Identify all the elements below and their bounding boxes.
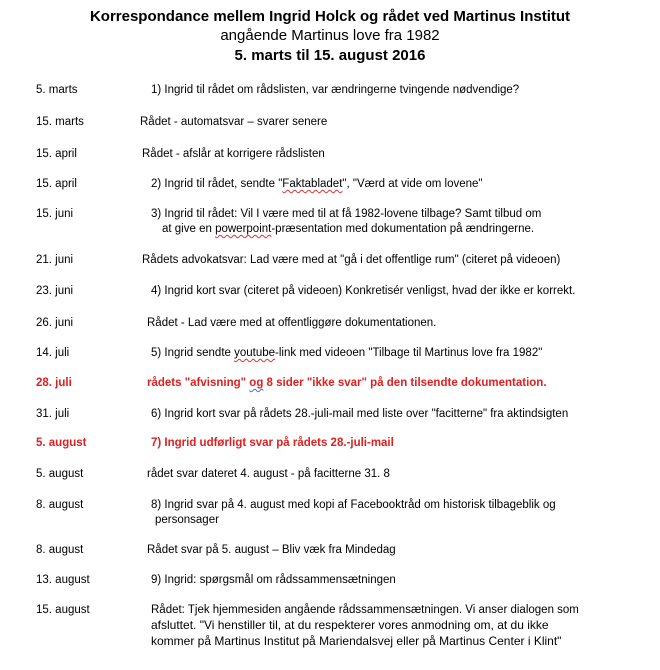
entry-text: Rådet - afslår at korrigere rådslisten [142, 148, 325, 160]
spellcheck-word: powerpoint [215, 223, 272, 235]
entry-text: Rådets advokatsvar: Lad være med at "gå i det offentlige rum" (citeret på videoen) [142, 254, 561, 266]
entry-text: 1) Ingrid til rådet om rådslisten, var ændringerne tvingende nødvendige? [151, 84, 520, 96]
entry-date: 13. august [36, 574, 90, 586]
entry-text-cont: at give en powerpoint-præsentation med dokumentation på ændringerne. [162, 223, 535, 235]
entry-text: rådet svar dateret 4. august - på facitterne 31. 8 [147, 468, 390, 480]
entry-date: 8. august [36, 544, 84, 556]
entry-text-cont: afsluttet. "Vi henstiller til, at du respekterer vores anmodning om, at du ikke [151, 618, 549, 632]
document-title: Korrespondance mellem Ingrid Holck og rådet ved Martinus Institut [89, 8, 571, 25]
entry-text: 5) Ingrid sendte youtube-link med videoen "Tilbage til Martinus love fra 1982" [151, 347, 543, 359]
entry-date: 8. august [36, 499, 84, 511]
entry-date: 5. august [36, 437, 87, 449]
document-period: 5. marts til 15. august 2016 [234, 47, 426, 64]
entry-date: 23. juni [36, 285, 74, 297]
entry-text: 8) Ingrid svar på 4. august med kopi af Facebooktråd om historisk tilbageblik og [151, 499, 556, 511]
entry-text: 2) Ingrid til rådet, sendte "Faktabladet", "Værd at vide om lovene" [151, 178, 483, 190]
spellcheck-word: youtube [234, 347, 276, 359]
entry-date: 31. juli [36, 408, 70, 420]
entry-text-cont: kommer på Martinus Institut på Mariendalsvej eller på Martinus Center i Klint" [151, 634, 562, 648]
entry-date: 21. juni [36, 254, 74, 266]
entry-text-cont: personsager [155, 514, 219, 526]
spellcheck-word: Faktabladet [282, 178, 343, 190]
entry-date: 26. juni [36, 317, 74, 329]
entry-date: 5. august [36, 468, 84, 480]
entry-text: rådets "afvisning" og 8 sider "ikke svar" på den tilsendte dokumentation. [147, 377, 547, 389]
entry-text: Rådet - Lad være med at offentliggøre dokumentationen. [147, 317, 437, 329]
entry-text: Rådet - automatsvar – svarer senere [140, 116, 328, 128]
entry-date: 15. april [36, 148, 77, 160]
entry-date: 5. marts [36, 84, 78, 96]
entry-date: 15. august [36, 604, 90, 616]
entry-text: Rådet svar på 5. august – Bliv væk fra Mindedag [147, 544, 396, 556]
entry-text: 4) Ingrid kort svar (citeret på videoen) Konkretisér venligst, hvad der ikke er korrekt. [151, 285, 576, 297]
entry-date: 15. april [36, 178, 77, 190]
spellcheck-word: og [249, 377, 264, 389]
document-subtitle: angående Martinus love fra 1982 [220, 27, 440, 44]
entry-text: 6) Ingrid kort svar på rådets 28.-juli-mail med liste over "facitterne" fra aktindsigten [151, 408, 569, 420]
entry-date: 14. juli [36, 347, 70, 359]
entry-date: 28. juli [36, 377, 72, 389]
entry-text: 9) Ingrid: spørgsmål om rådssammensætningen [151, 574, 396, 586]
entry-text: 7) Ingrid udførligt svar på rådets 28.-juli-mail [151, 437, 394, 449]
entry-text: Rådet: Tjek hjemmesiden angående rådssammensætningen. Vi anser dialogen som [151, 604, 579, 616]
entry-date: 15. marts [36, 116, 84, 128]
entry-text: 3) Ingrid til rådet: Vil I være med til at få 1982-lovene tilbage? Samt tilbud om [151, 208, 542, 220]
entry-date: 15. juni [36, 208, 74, 220]
